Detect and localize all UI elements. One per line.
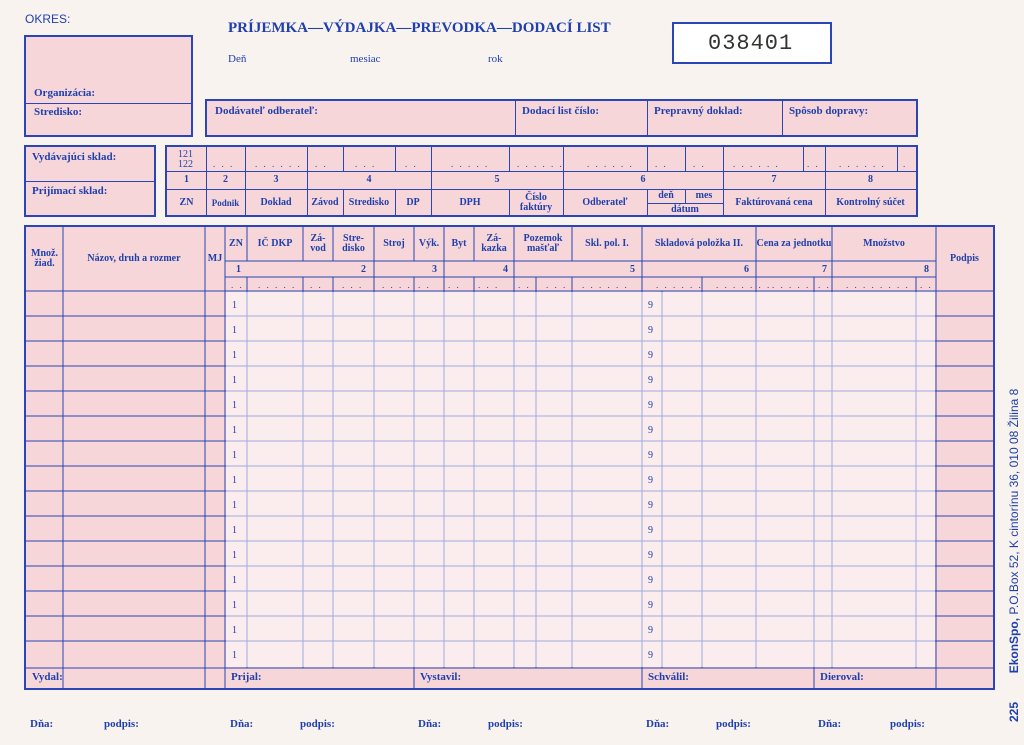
svg-text:. .: . . bbox=[448, 280, 461, 290]
svg-text:. .: . . bbox=[231, 280, 244, 290]
grid-stredisko: Stredisko bbox=[348, 197, 390, 208]
side-address: P.O.Box 52, K cintorínu 36, 010 08 Žilina 8 bbox=[1007, 388, 1021, 615]
dieroval-dna: Dňa: bbox=[818, 718, 842, 730]
dodavatel-label: Dodávateľ odberateľ: bbox=[215, 105, 318, 117]
items-table bbox=[24, 225, 995, 690]
rok-label: rok bbox=[488, 53, 503, 65]
grid-dp: DP bbox=[406, 197, 420, 208]
svg-text:1: 1 bbox=[232, 350, 237, 361]
svg-text:9: 9 bbox=[648, 350, 653, 361]
grid-doklad: Doklad bbox=[260, 197, 292, 208]
tn-6: 6 bbox=[744, 264, 749, 275]
th-zavod: Zá-vod bbox=[310, 233, 326, 254]
svg-text:1: 1 bbox=[232, 475, 237, 486]
svg-text:. . .: . . . bbox=[546, 280, 568, 290]
svg-text:1: 1 bbox=[232, 600, 237, 611]
svg-text:1: 1 bbox=[232, 450, 237, 461]
th-ic-dkp: IČ DKP bbox=[257, 238, 293, 249]
stredisko-label: Stredisko: bbox=[34, 106, 83, 118]
grid-num-1: 1 bbox=[184, 174, 189, 185]
svg-text:9: 9 bbox=[648, 575, 653, 586]
sposob-label: Spôsob dopravy: bbox=[789, 105, 869, 117]
th-stroj: Stroj bbox=[383, 238, 405, 249]
svg-text:9: 9 bbox=[648, 525, 653, 536]
organization-box bbox=[24, 35, 193, 137]
grid-num-5: 5 bbox=[494, 174, 500, 185]
svg-text:. .: . . bbox=[310, 280, 323, 290]
prepravny-label: Prepravný doklad: bbox=[654, 105, 743, 117]
code-grid: 121 122 . . . . . . . . . . . . . . . . . . . . . . . . . . . . . . . . . . . . . . . . . . . . . . . . . . . . 1 2 3 4 5 6 7 8 ZN Podnik Doklad Závod Stredisko DP DPH Číslo faktúry Odberateľ deň mes dátum Faktúrovaná cena Kontrolný súčet bbox=[165, 145, 918, 217]
vydavajuci-label: Vydávajúci sklad: bbox=[32, 151, 117, 163]
svg-text:. . . . . . . .: . . . . . . . . bbox=[846, 280, 910, 290]
svg-text:1: 1 bbox=[232, 375, 237, 386]
okres-label: OKRES: bbox=[25, 12, 71, 26]
tn-2: 2 bbox=[361, 264, 366, 275]
svg-text:9: 9 bbox=[648, 325, 653, 336]
svg-text:1: 1 bbox=[232, 525, 237, 536]
grid-mes: mes bbox=[695, 190, 713, 201]
grid-den: deň bbox=[658, 190, 674, 201]
doc-number-box bbox=[672, 22, 832, 64]
svg-text:1: 1 bbox=[232, 325, 237, 336]
warehouse-box bbox=[24, 145, 156, 217]
schvalil-podpis: podpis: bbox=[716, 718, 751, 730]
tn-7: 7 bbox=[822, 264, 827, 275]
schvalil-label: Schválil: bbox=[648, 671, 689, 683]
th-podpis: Podpis bbox=[950, 253, 979, 264]
grid-odberatel: Odberateľ bbox=[582, 197, 628, 208]
th-cena: Cena za jednotku bbox=[756, 238, 832, 249]
th-vyk: Výk. bbox=[418, 238, 440, 249]
svg-text:. . . . . .: . . . . . . bbox=[656, 280, 703, 290]
svg-text:1: 1 bbox=[232, 300, 237, 311]
svg-text:9: 9 bbox=[648, 450, 653, 461]
grid-podnik: Podnik bbox=[211, 198, 240, 208]
svg-text:1: 1 bbox=[232, 500, 237, 511]
dieroval-podpis: podpis: bbox=[890, 718, 925, 730]
table-grid-lines bbox=[26, 227, 993, 688]
svg-text:9: 9 bbox=[648, 375, 653, 386]
grid-num-2: 2 bbox=[223, 174, 228, 185]
svg-text:1: 1 bbox=[232, 625, 237, 636]
vydal-label: Vydal: bbox=[32, 671, 63, 683]
dieroval-label: Dieroval: bbox=[820, 671, 864, 683]
tn-1: 1 bbox=[236, 264, 241, 275]
grid-dph: DPH bbox=[459, 197, 481, 208]
grid-num-8: 8 bbox=[868, 174, 873, 185]
grid-num-6: 6 bbox=[640, 174, 646, 185]
svg-text:. . .: . . . bbox=[478, 280, 500, 290]
side-imprint bbox=[1007, 389, 1021, 722]
svg-text:. . . . .: . . . . . bbox=[772, 280, 811, 290]
tn-5: 5 bbox=[630, 264, 635, 275]
svg-text:9: 9 bbox=[648, 500, 653, 511]
svg-text:. . . . . .: . . . . . . bbox=[582, 280, 629, 290]
svg-text:. .: . . bbox=[518, 280, 531, 290]
th-pozemok: Pozemok mašťaľ bbox=[523, 233, 563, 254]
grid-num-7: 7 bbox=[771, 174, 777, 185]
prijal-dna: Dňa: bbox=[230, 718, 254, 730]
svg-text:. . . . . . .: . . . . . . . bbox=[716, 280, 772, 290]
svg-text:9: 9 bbox=[648, 400, 653, 411]
svg-text:9: 9 bbox=[648, 300, 653, 311]
svg-text:9: 9 bbox=[648, 425, 653, 436]
th-zn: ZN bbox=[229, 238, 243, 249]
svg-text:1: 1 bbox=[232, 550, 237, 561]
code-122: 122 bbox=[178, 159, 193, 170]
vystavil-label: Vystavil: bbox=[420, 671, 462, 683]
svg-text:. . . .: . . . . bbox=[382, 280, 412, 290]
mesiac-label: mesiac bbox=[350, 53, 381, 65]
prijal-podpis: podpis: bbox=[300, 718, 335, 730]
th-stredisko: Stre-disko bbox=[342, 233, 365, 254]
dodaci-list-label: Dodací list číslo: bbox=[522, 105, 599, 117]
grid-cislo-faktury: Číslo faktúry bbox=[519, 192, 553, 213]
prijal-label: Prijal: bbox=[231, 671, 262, 683]
grid-fakturovana-cena: Faktúrovaná cena bbox=[735, 197, 813, 208]
th-byt: Byt bbox=[451, 238, 467, 249]
tn-8: 8 bbox=[924, 264, 929, 275]
svg-text:9: 9 bbox=[648, 650, 653, 661]
svg-text:9: 9 bbox=[648, 600, 653, 611]
svg-text:. .: . . bbox=[818, 280, 831, 290]
vystavil-podpis: podpis: bbox=[488, 718, 523, 730]
organizacia-label: Organizácia: bbox=[34, 87, 96, 99]
th-mj: MJ bbox=[207, 253, 223, 264]
supplier-row bbox=[205, 99, 918, 137]
th-zakazka: Zá-kazka bbox=[481, 233, 507, 254]
prijimaci-label: Prijímací sklad: bbox=[32, 185, 108, 197]
doc-number: 038401 bbox=[708, 31, 794, 56]
svg-text:1: 1 bbox=[232, 650, 237, 661]
th-skl-pol-2: Skladová položka II. bbox=[654, 238, 744, 249]
svg-text:1: 1 bbox=[232, 575, 237, 586]
svg-text:. . . . .: . . . . . bbox=[258, 280, 297, 290]
schvalil-dna: Dňa: bbox=[646, 718, 670, 730]
vystavil-dna: Dňa: bbox=[418, 718, 442, 730]
svg-text:. .: . . bbox=[920, 280, 933, 290]
form-title: PRÍJEMKA—VÝDAJKA—PREVODKA—DODACÍ LIST bbox=[228, 20, 611, 36]
th-nazov: Názov, druh a rozmer bbox=[87, 253, 181, 264]
th-skl-pol-1: Skl. pol. I. bbox=[585, 238, 629, 249]
svg-text:. . .: . . . bbox=[342, 280, 364, 290]
vydal-dna: Dňa: bbox=[30, 718, 54, 730]
tn-3: 3 bbox=[432, 264, 437, 275]
svg-text:1: 1 bbox=[232, 425, 237, 436]
svg-text:. .: . . bbox=[418, 280, 431, 290]
tn-4: 4 bbox=[503, 264, 508, 275]
grid-zavod: Závod bbox=[311, 197, 339, 208]
grid-num-3: 3 bbox=[273, 174, 279, 185]
side-code: 225 bbox=[1007, 701, 1021, 722]
svg-text:9: 9 bbox=[648, 625, 653, 636]
th-mnoz-ziad: Množ. žiad. bbox=[31, 248, 58, 269]
side-publisher: EkonSpo, bbox=[1007, 617, 1021, 674]
grid-zn: ZN bbox=[179, 197, 194, 208]
den-label: Deň bbox=[228, 53, 247, 65]
th-mnozstvo: Množstvo bbox=[863, 238, 905, 249]
svg-text:9: 9 bbox=[648, 550, 653, 561]
grid-datum: dátum bbox=[671, 204, 699, 215]
vydal-podpis: podpis: bbox=[104, 718, 139, 730]
code-121: 121 bbox=[178, 149, 193, 160]
grid-num-4: 4 bbox=[366, 174, 372, 185]
grid-kontrolny-sucet: Kontrolný súčet bbox=[836, 197, 905, 208]
svg-text:1: 1 bbox=[232, 400, 237, 411]
svg-text:9: 9 bbox=[648, 475, 653, 486]
